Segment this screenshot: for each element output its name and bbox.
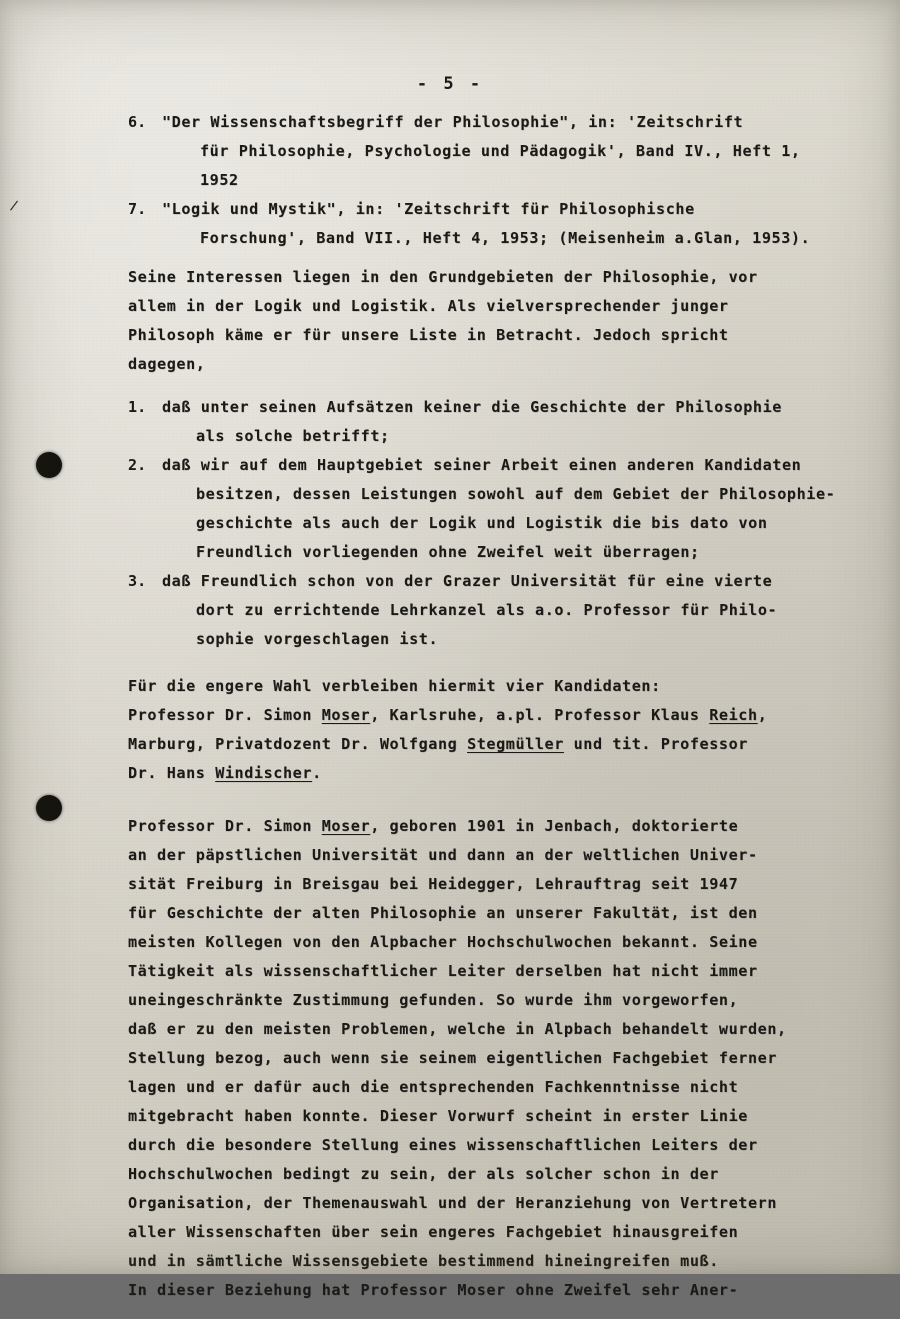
- paragraph-shortlist: [128, 672, 888, 788]
- margin-mark: /: [8, 198, 20, 215]
- text-line: sität Freiburg in Breisgau bei Heidegger, Lehrauftrag seit 1947: [128, 875, 739, 893]
- text-run: Professor Dr. Simon: [128, 817, 322, 835]
- list-body: [162, 451, 888, 567]
- paragraph-spacer: [128, 253, 888, 263]
- list-item: [128, 195, 888, 253]
- list-item: [128, 451, 888, 567]
- text-line: und in sämtliche Wissensgebiete bestimmend hineingreifen muß.: [128, 1252, 719, 1270]
- text-line: 1952: [200, 171, 239, 189]
- text-line: Hochschulwochen bedingt zu sein, der als solcher schon in der: [128, 1165, 719, 1183]
- hole-punch-mark-top: [36, 452, 62, 478]
- underlined-name-reich: Reich: [709, 706, 758, 724]
- list-item: [128, 393, 888, 451]
- list-marker: 6.: [128, 113, 147, 131]
- underlined-name-stegmueller: Stegmüller: [467, 735, 564, 753]
- list-body: [162, 108, 888, 195]
- text-line: daß unter seinen Aufsätzen keiner die Geschichte der Philosophie: [162, 398, 782, 416]
- list-body: [162, 195, 888, 253]
- text-line: [128, 701, 888, 730]
- text-run: , geboren 1901 in Jenbach, doktorierte: [370, 817, 739, 835]
- underlined-name-windischer: Windischer: [215, 764, 313, 782]
- text-line: für Philosophie, Psychologie und Pädagogik', Band IV., Heft 1,: [200, 142, 801, 160]
- text-run: Dr. Hans: [128, 764, 216, 782]
- text-line: Forschung', Band VII., Heft 4, 1953; (Meisenheim a.Glan, 1953).: [200, 229, 811, 247]
- text-line: In dieser Beziehung hat Professor Moser ohne Zweifel sehr Aner-: [128, 1281, 739, 1299]
- text-run: ,: [757, 706, 768, 724]
- text-line: für Geschichte der alten Philosophie an unserer Fakultät, ist den: [128, 904, 758, 922]
- text-run: .: [312, 764, 322, 782]
- text-line: uneingeschränkte Zustimmung gefunden. So wurde ihm vorgeworfen,: [128, 991, 739, 1009]
- text-line: daß er zu den meisten Problemen, welche in Alpbach behandelt wurden,: [128, 1020, 787, 1038]
- list-marker: 7.: [128, 200, 147, 218]
- text-line: Tätigkeit als wissenschaftlicher Leiter derselben hat nicht immer: [128, 962, 758, 980]
- text-run: Marburg, Privatdozent Dr. Wolfgang: [128, 735, 468, 753]
- text-line: geschichte als auch der Logik und Logistik die bis dato von: [196, 514, 768, 532]
- text-line: als solche betrifft;: [196, 427, 390, 445]
- hole-punch-mark-bottom: [36, 795, 62, 821]
- list-body: [162, 567, 888, 654]
- list-item: [128, 567, 888, 654]
- text-run: , Karlsruhe, a.pl. Professor Klaus: [370, 706, 710, 724]
- list-body: [162, 393, 888, 451]
- text-line: an der päpstlichen Universität und dann an der weltlichen Univer-: [128, 846, 758, 864]
- text-line: [128, 812, 888, 841]
- text-line: aller Wissenschaften über sein engeres Fachgebiet hinausgreifen: [128, 1223, 739, 1241]
- paragraph-moser: [128, 812, 888, 1305]
- text-line: daß wir auf dem Hauptgebiet seiner Arbeit einen anderen Kandidaten: [162, 456, 802, 474]
- list-marker: 1.: [128, 398, 147, 416]
- text-line: dort zu errichtende Lehrkanzel als a.o. Professor für Philo-: [196, 601, 778, 619]
- text-line: allem in der Logik und Logistik. Als vielversprechender junger: [128, 297, 729, 315]
- paragraph-intro: [128, 263, 888, 379]
- text-line: Stellung bezog, auch wenn sie seinem eigentlichen Fachgebiet ferner: [128, 1049, 778, 1067]
- text-line: Freundlich vorliegenden ohne Zweifel weit überragen;: [196, 543, 700, 561]
- paragraph-spacer: [128, 802, 888, 812]
- underlined-name-moser: Moser: [321, 706, 371, 724]
- text-line: besitzen, dessen Leistungen sowohl auf dem Gebiet der Philosophie-: [196, 485, 836, 503]
- list-marker: 2.: [128, 456, 147, 474]
- text-run: Professor Dr. Simon: [128, 706, 322, 724]
- underlined-name-moser: Moser: [321, 817, 371, 835]
- text-line: meisten Kollegen von den Alpbacher Hochschulwochen bekannt. Seine: [128, 933, 758, 951]
- text-line: Philosoph käme er für unsere Liste in Betracht. Jedoch spricht: [128, 326, 729, 344]
- text-line: Für die engere Wahl verbleiben hiermit vier Kandidaten:: [128, 677, 661, 695]
- page-number: - 5 -: [416, 74, 484, 94]
- document-body: [128, 108, 888, 1319]
- text-line: lagen und er dafür auch die entsprechenden Fachkenntnisse nicht: [128, 1078, 739, 1096]
- text-run: und tit. Professor: [563, 735, 748, 753]
- text-line: durch die besondere Stellung eines wissenschaftlichen Leiters der: [128, 1136, 758, 1154]
- text-line: daß Freundlich schon von der Grazer Universität für eine vierte: [162, 572, 773, 590]
- text-line: mitgebracht haben konnte. Dieser Vorwurf scheint in erster Linie: [128, 1107, 748, 1125]
- text-line: "Der Wissenschaftsbegriff der Philosophie", in: 'Zeitschrift: [162, 113, 744, 131]
- text-line: sophie vorgeschlagen ist.: [196, 630, 439, 648]
- list-marker: 3.: [128, 572, 147, 590]
- list-item: [128, 108, 888, 195]
- text-line: Seine Interessen liegen in den Grundgebieten der Philosophie, vor: [128, 268, 758, 286]
- paragraph-spacer: [128, 654, 888, 672]
- text-line: dagegen,: [128, 355, 206, 373]
- text-line: [128, 730, 888, 759]
- text-line: "Logik und Mystik", in: 'Zeitschrift für Philosophische: [162, 200, 695, 218]
- text-line: Organisation, der Themenauswahl und der Heranziehung von Vertretern: [128, 1194, 778, 1212]
- text-line: [128, 759, 888, 788]
